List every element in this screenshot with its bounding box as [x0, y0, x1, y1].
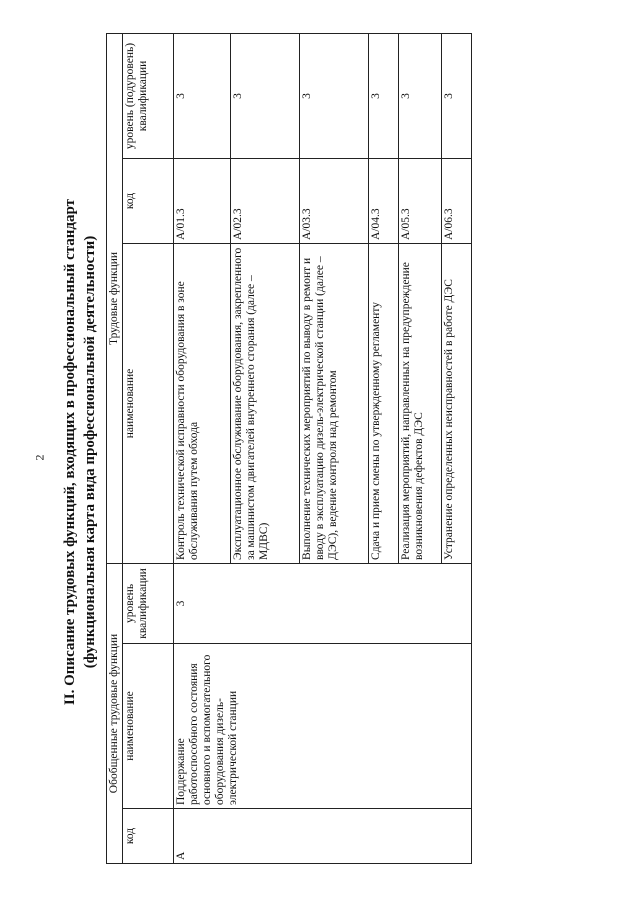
col-tf-code: код — [123, 158, 174, 243]
generalized-functions-header: Обобщенные трудовые функции — [107, 563, 123, 863]
tf-code: A/06.3 — [442, 158, 472, 243]
generalized-name: Поддержание работоспособного состояния основного и вспомогательного оборудования дизель-электрической станции — [174, 644, 472, 809]
page-content — [60, 12, 620, 892]
tf-level: 3 — [399, 33, 442, 158]
col-tf-level: уровень (подуровень) квалификации — [123, 33, 174, 158]
tf-level: 3 — [300, 33, 369, 158]
tf-code: A/05.3 — [399, 158, 442, 243]
tf-name: Устранение определенных неисправностей в работе ДЭС — [442, 243, 472, 563]
tf-name: Сдача и прием смены по утвержденному регламенту — [369, 243, 399, 563]
labor-functions-header: Трудовые функции — [107, 33, 123, 563]
tf-code: A/04.3 — [369, 158, 399, 243]
tf-code: A/03.3 — [300, 158, 369, 243]
page-number: 2 — [32, 454, 47, 461]
generalized-code: А — [174, 809, 472, 864]
rotated-page — [60, 12, 620, 892]
tf-name: Контроль технической исправности оборудования в зоне обслуживания путем обхода — [174, 243, 231, 563]
column-header-row — [123, 33, 174, 863]
tf-name: Выполнение технических мероприятий по выводу в ремонт и вводу в эксплуатацию дизель-электрической станции (далее – ДЭС), ведение контроля над ремонтом — [300, 243, 369, 563]
col-code: код — [123, 809, 174, 864]
tf-level: 3 — [174, 33, 231, 158]
section-title: II. Описание трудовых функций, входящих в профессиональный стандарт — [62, 198, 78, 706]
tf-level: 3 — [442, 33, 472, 158]
tf-name: Эксплуатационное обслуживание оборудования, закрепленного за машинистом двигателей внутреннего сгорания (далее – МДВС) — [231, 243, 300, 563]
tf-level: 3 — [369, 33, 399, 158]
tf-code: A/02.3 — [231, 158, 300, 243]
tf-name: Реализация мероприятий, направленных на предупреждение возникновения дефектов ДЭС — [399, 243, 442, 563]
generalized-level: 3 — [174, 563, 472, 643]
group-header-row — [107, 33, 123, 863]
tf-level: 3 — [231, 33, 300, 158]
tf-code: A/01.3 — [174, 158, 231, 243]
col-level: уровень квалификации — [123, 563, 174, 643]
table-row — [174, 33, 231, 863]
col-tf-name: наименование — [123, 243, 174, 563]
functional-map-table — [106, 33, 472, 864]
section-subtitle: (функциональная карта вида профессиональной деятельности) — [82, 235, 98, 669]
col-name: наименование — [123, 644, 174, 809]
